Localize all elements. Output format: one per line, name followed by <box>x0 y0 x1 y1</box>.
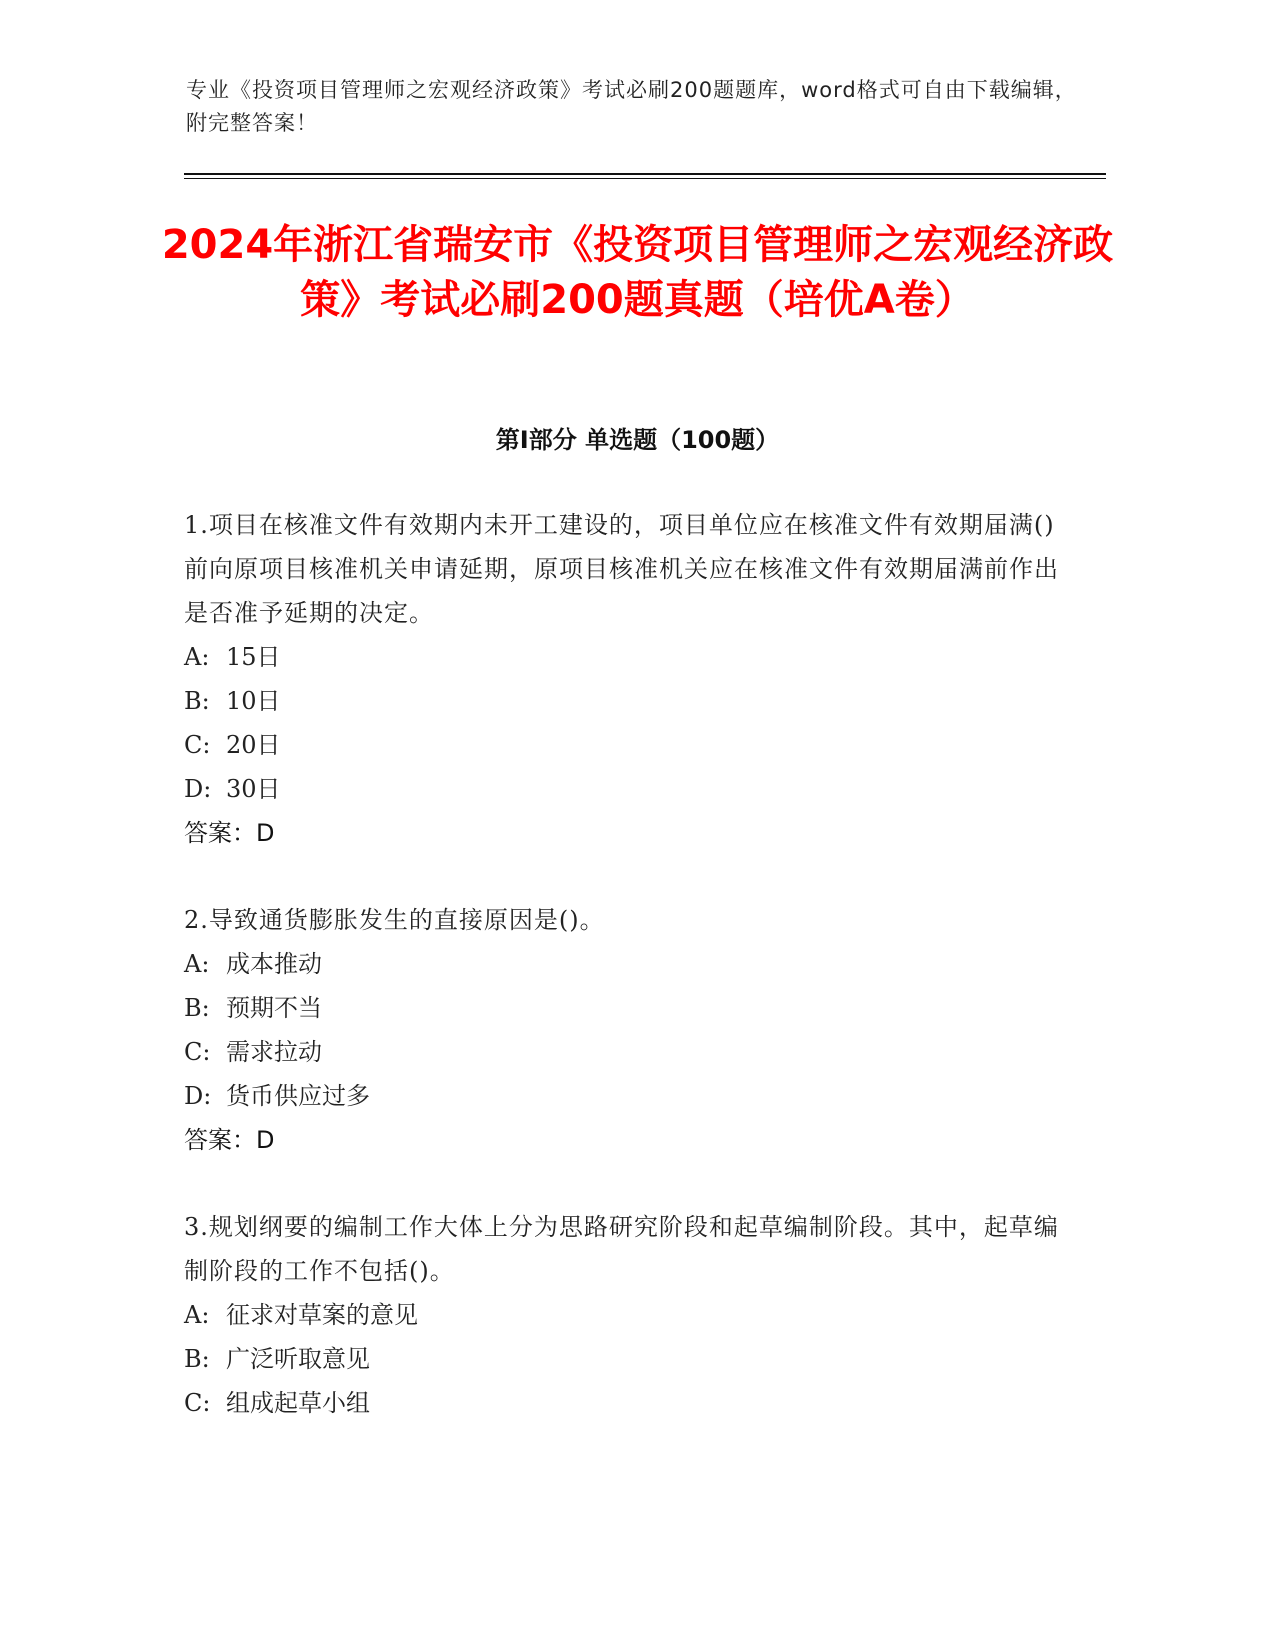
option-text: 货币供应过多 <box>226 1082 370 1110</box>
option-d <box>184 1074 1064 1118</box>
option-letter: D: <box>184 775 212 803</box>
question-stem: 3.规划纲要的编制工作大体上分为思路研究阶段和起草编制阶段。其中，起草编制阶段的工作不包括()。 <box>184 1213 1059 1285</box>
option-d <box>184 767 1064 811</box>
option-letter: B: <box>184 687 210 715</box>
option-a <box>184 635 1064 679</box>
option-letter: B: <box>184 994 210 1022</box>
question-list <box>184 503 1064 1468</box>
question-stem: 1.项目在核准文件有效期内未开工建设的，项目单位应在核准文件有效期届满()前向原项目核准机关申请延期，原项目核准机关应在核准文件有效期届满前作出是否准予延期的决定。 <box>184 511 1059 627</box>
option-text: 需求拉动 <box>226 1038 322 1066</box>
document-title: 2024年浙江省瑞安市《投资项目管理师之宏观经济政策》考试必刷200题真题（培优A卷） <box>161 222 1114 323</box>
option-text: 广泛听取意见 <box>226 1345 370 1373</box>
option-text: 15日 <box>226 643 281 671</box>
option-letter: B: <box>184 1345 210 1373</box>
question-stem: 2.导致通货膨胀发生的直接原因是()。 <box>184 906 605 934</box>
option-text: 预期不当 <box>226 994 322 1022</box>
header-note: 专业《投资项目管理师之宏观经济政策》考试必刷200题题库，word格式可自由下载编辑，附完整答案！ <box>186 78 1077 135</box>
question-3 <box>184 1205 1064 1425</box>
option-text: 组成起草小组 <box>226 1389 370 1417</box>
option-text: 30日 <box>226 775 281 803</box>
question-2 <box>184 898 1064 1162</box>
option-text: 20日 <box>226 731 281 759</box>
option-letter: A: <box>184 950 210 978</box>
option-letter: C: <box>184 1389 211 1417</box>
question-1 <box>184 503 1064 855</box>
option-c <box>184 1381 1064 1425</box>
option-letter: D: <box>184 1082 212 1110</box>
answer-line: 答案：D <box>184 819 275 847</box>
header-rule-thin <box>184 178 1106 179</box>
option-c <box>184 723 1064 767</box>
option-letter: C: <box>184 731 211 759</box>
option-b <box>184 1337 1064 1381</box>
answer-line: 答案：D <box>184 1126 275 1154</box>
option-a <box>184 1293 1064 1337</box>
section-title: 第I部分 单选题（100题） <box>495 426 780 454</box>
option-letter: A: <box>184 1301 210 1329</box>
option-b <box>184 679 1064 723</box>
option-text: 10日 <box>226 687 281 715</box>
option-text: 成本推动 <box>226 950 322 978</box>
option-letter: A: <box>184 643 210 671</box>
option-b <box>184 986 1064 1030</box>
option-a <box>184 942 1064 986</box>
header-rule-thick <box>184 173 1106 175</box>
option-letter: C: <box>184 1038 211 1066</box>
option-c <box>184 1030 1064 1074</box>
option-text: 征求对草案的意见 <box>226 1301 418 1329</box>
